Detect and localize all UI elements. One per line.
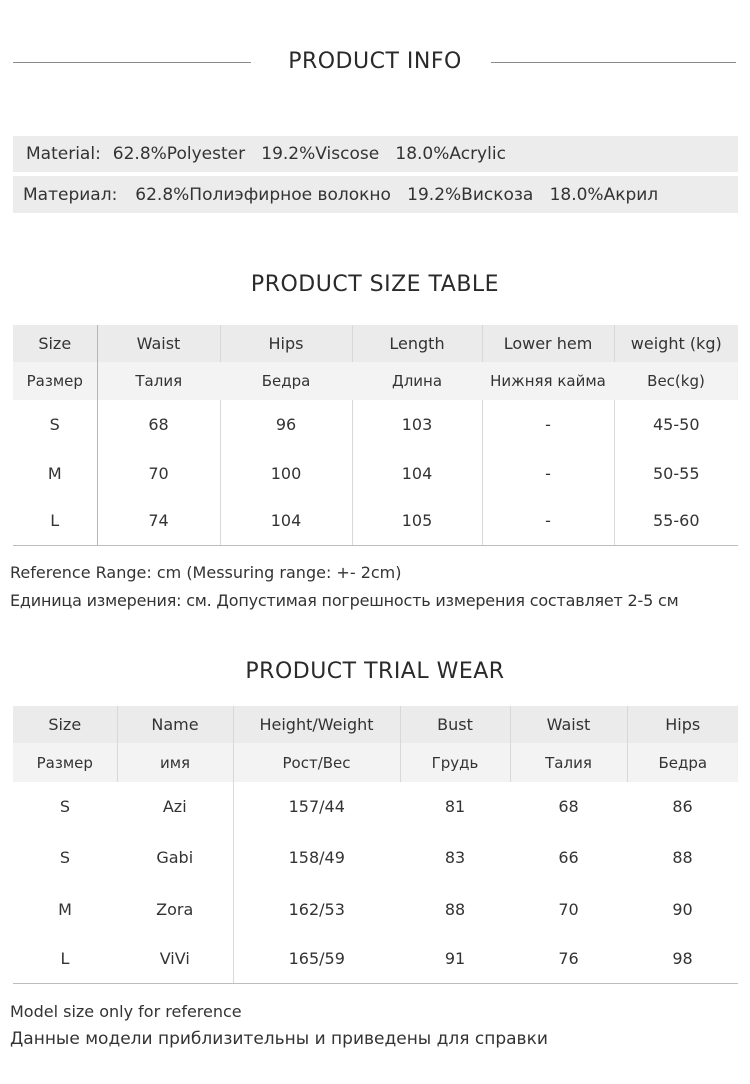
cell-name: Azi: [117, 782, 233, 831]
material-ru-value: 62.8%Полиэфирное волокно 19.2%Вискоза 18.0%Акрил: [135, 184, 659, 205]
cell-lower-hem: -: [482, 449, 614, 497]
cell-hips: 100: [220, 449, 352, 497]
trial-header-bust: Bust: [400, 706, 510, 743]
cell-weight: 55-60: [614, 497, 738, 545]
cell-height-weight: 162/53: [233, 883, 400, 935]
cell-weight: 45-50: [614, 400, 738, 449]
cell-size: M: [13, 883, 117, 935]
cell-size: S: [13, 831, 117, 883]
trial-header-height-weight: Height/Weight: [233, 706, 400, 743]
cell-height-weight: 158/49: [233, 831, 400, 883]
trial-header-ru-bust: Грудь: [400, 743, 510, 782]
cell-length: 104: [352, 449, 482, 497]
trial-header-waist: Waist: [510, 706, 627, 743]
cell-waist: 70: [510, 883, 627, 935]
size-header-ru-length: Длина: [352, 362, 482, 400]
cell-bust: 81: [400, 782, 510, 831]
cell-hips: 86: [627, 782, 738, 831]
size-header-length: Length: [352, 325, 482, 362]
cell-length: 105: [352, 497, 482, 545]
cell-lower-hem: -: [482, 497, 614, 545]
size-header-ru-size: Размер: [13, 362, 97, 400]
material-en-value: 62.8%Polyester 19.2%Viscose 18.0%Acrylic: [112, 144, 506, 164]
cell-name: Zora: [117, 883, 233, 935]
cell-size: L: [13, 497, 97, 545]
size-header-hips: Hips: [220, 325, 352, 362]
size-header-lower-hem: Lower hem: [482, 325, 614, 362]
table-row: [13, 400, 738, 449]
trial-header-name: Name: [117, 706, 233, 743]
trial-note-en: Model size only for reference: [10, 1002, 242, 1021]
size-header-ru-lower-hem: Нижняя кайма: [482, 362, 614, 400]
trial-wear-title: PRODUCT TRIAL WEAR: [245, 659, 505, 684]
table-row: [13, 782, 738, 831]
trial-header-hips: Hips: [627, 706, 738, 743]
size-header-weight: weight (kg): [614, 325, 738, 362]
product-info-title: PRODUCT INFO: [288, 49, 462, 74]
table-row: [13, 883, 738, 935]
cell-waist: 68: [97, 400, 220, 449]
cell-hips: 104: [220, 497, 352, 545]
table-row: [13, 497, 738, 545]
size-header-ru-weight: Вес(kg): [614, 362, 738, 400]
material-en-row: [13, 136, 738, 172]
cell-waist: 76: [510, 935, 627, 983]
trial-note-ru: Данные модели приблизительны и приведены для справки: [10, 1029, 548, 1049]
table-row: [13, 449, 738, 497]
cell-bust: 88: [400, 883, 510, 935]
table-row: [13, 831, 738, 883]
cell-size: S: [13, 400, 97, 449]
cell-waist: 66: [510, 831, 627, 883]
material-ru-label: Материал:: [23, 184, 118, 205]
cell-size: S: [13, 782, 117, 831]
cell-bust: 83: [400, 831, 510, 883]
trial-header-ru-name: имя: [117, 743, 233, 782]
cell-hips: 88: [627, 831, 738, 883]
trial-header-ru-height-weight: Рост/Вес: [233, 743, 400, 782]
table-row: [13, 935, 738, 983]
cell-waist: 74: [97, 497, 220, 545]
cell-height-weight: 165/59: [233, 935, 400, 983]
trial-header-ru-hips: Бедра: [627, 743, 738, 782]
trial-header-ru-waist: Талия: [510, 743, 627, 782]
cell-hips: 98: [627, 935, 738, 983]
cell-name: ViVi: [117, 935, 233, 983]
cell-name: Gabi: [117, 831, 233, 883]
size-note-en: Reference Range: cm (Messuring range: +- 2cm): [10, 563, 402, 582]
size-header-ru-waist: Талия: [97, 362, 220, 400]
material-ru-row: [13, 176, 738, 213]
size-table-title: PRODUCT SIZE TABLE: [250, 272, 500, 297]
size-header-ru-hips: Бедра: [220, 362, 352, 400]
cell-hips: 96: [220, 400, 352, 449]
cell-size: L: [13, 935, 117, 983]
size-note-ru: Единица измерения: см. Допустимая погрешность измерения составляет 2-5 см: [10, 591, 679, 610]
cell-hips: 90: [627, 883, 738, 935]
size-table: [13, 325, 738, 546]
cell-waist: 68: [510, 782, 627, 831]
cell-height-weight: 157/44: [233, 782, 400, 831]
material-en-label: Material:: [26, 144, 101, 164]
trial-header-ru-size: Размер: [13, 743, 117, 782]
cell-lower-hem: -: [482, 400, 614, 449]
cell-length: 103: [352, 400, 482, 449]
trial-header-size: Size: [13, 706, 117, 743]
cell-weight: 50-55: [614, 449, 738, 497]
size-header-waist: Waist: [97, 325, 220, 362]
cell-waist: 70: [97, 449, 220, 497]
cell-bust: 91: [400, 935, 510, 983]
trial-table: [13, 706, 738, 984]
cell-size: M: [13, 449, 97, 497]
size-header-size: Size: [13, 325, 97, 362]
